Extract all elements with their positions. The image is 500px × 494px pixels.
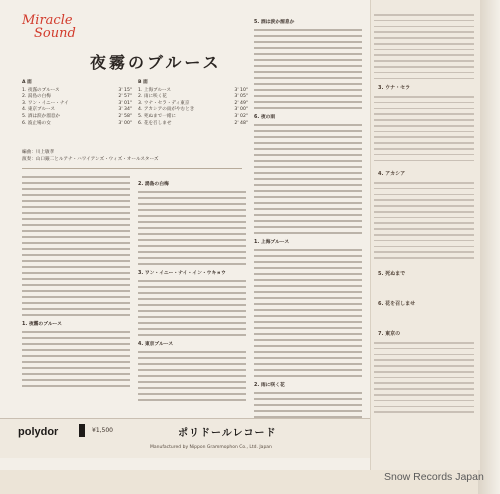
side-a-tracklist <box>22 80 132 127</box>
section-heading: 3. ワン・イニー・ナイ・イン・ウキョウ <box>138 271 226 276</box>
strip-heading: 5. 死ぬまで <box>378 271 406 277</box>
section-heading: 1. 夜霧のブルース <box>22 322 62 327</box>
strip-heading: 6. 花を召しませ <box>378 301 416 307</box>
track-row: 2. 雨に咲く花 3' 05" <box>138 94 248 100</box>
logo-line2: Sound <box>34 26 76 41</box>
divider <box>22 168 242 169</box>
performer-credit: 演奏：山口銀二とルアナ・ハワイアンズ・ウィズ・オールスターズ <box>22 156 159 162</box>
record-company: ポリドールレコード <box>178 428 277 439</box>
side-label: A 面 <box>22 80 32 85</box>
section-heading: 5. 酒は涙か溜息か <box>254 20 295 25</box>
section-heading: 6. 夜の雨 <box>254 115 276 120</box>
strip-text-block <box>374 14 474 83</box>
manufactured-note: Manufactured by Nippon Grammophon Co., Ltd. Japan <box>150 445 272 450</box>
polydor-logo: polydor <box>18 426 59 438</box>
track-row: 2. 湯島の白梅 2' 57" <box>22 94 132 100</box>
strip-text-block <box>374 342 474 417</box>
miracle-sound-logo <box>22 14 76 40</box>
album-title: 夜霧のブルース <box>90 53 222 72</box>
track-row: 3. ワン・イニー・ナイ 3' 01" <box>22 100 132 106</box>
watermark: Snow Records Japan <box>384 471 484 483</box>
track-row: 4. 東京ブルース 3' 34" <box>22 107 132 113</box>
track-row: 1. 上海ブルース 3' 10" <box>138 87 248 93</box>
track-row: 1. 夜霧のブルース 3' 15" <box>22 87 132 93</box>
track-row: 6. 波止場の女 3' 00" <box>22 120 132 126</box>
section-heading: 4. 東京ブルース <box>138 342 174 347</box>
strip-text-block <box>374 96 474 165</box>
liner-column-1 <box>22 176 130 391</box>
side-b-tracklist <box>138 80 248 127</box>
side-label: B 面 <box>138 80 148 85</box>
logo-line1: Miracle <box>22 13 73 28</box>
arranger-credit: 編曲：川上敏孝 <box>22 150 55 155</box>
track-row: 4. アカシアの雨がやむとき 3' 00" <box>138 107 248 113</box>
liner-column-2 <box>138 176 246 405</box>
strip-heading: 3. ウナ・セラ <box>378 85 411 91</box>
track-row: 5. 死ぬまで一緒に 3' 02" <box>138 113 248 119</box>
track-row: 3. ウナ・セラ・ディ東京 2' 49" <box>138 100 248 106</box>
credits <box>22 150 242 163</box>
polydor-mark-icon <box>79 424 85 437</box>
track-row: 6. 花を召しませ 2' 48" <box>138 120 248 126</box>
price-label: ¥1,500 <box>92 427 113 434</box>
section-heading: 2. 雨に咲く花 <box>254 383 285 388</box>
section-heading: 1. 上海ブルース <box>254 240 290 245</box>
section-heading: 2. 湯島の白梅 <box>138 182 169 187</box>
strip-heading: 4. アカシア <box>378 171 406 177</box>
liner-column-3 <box>254 14 362 446</box>
strip-text-block <box>374 182 474 263</box>
sleeve-edge <box>478 0 500 494</box>
strip-heading: 7. 東京の <box>378 331 401 337</box>
track-row: 5. 酒は涙か溜息か 2' 58" <box>22 113 132 119</box>
